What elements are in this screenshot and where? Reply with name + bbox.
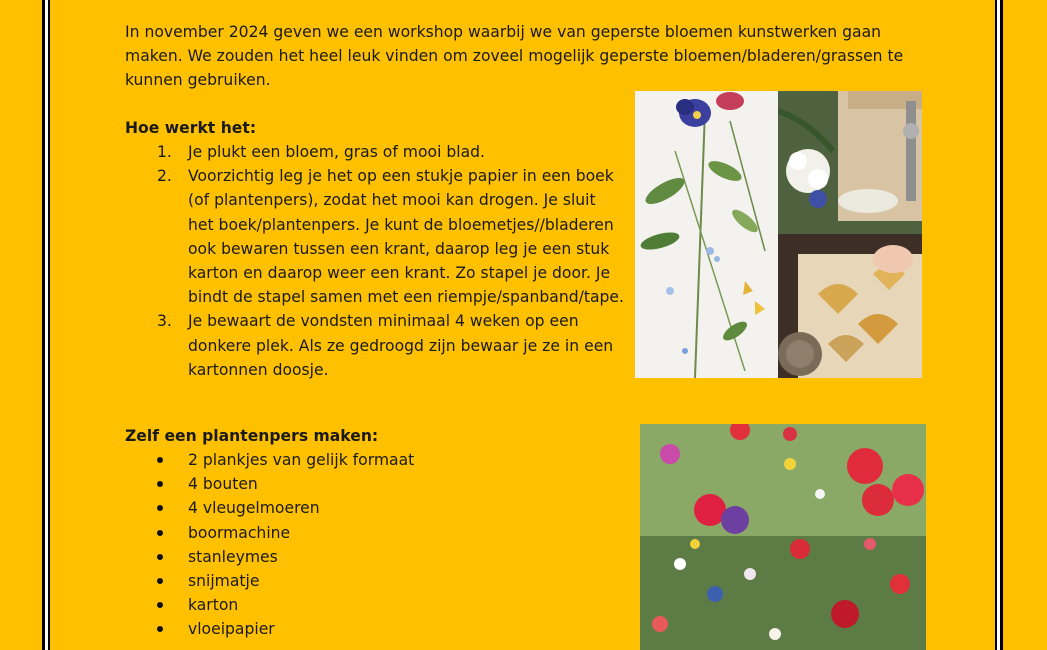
bullet-icon xyxy=(157,530,163,536)
material-text: 4 vleugelmoeren xyxy=(188,499,320,518)
step-number: 3. xyxy=(157,312,172,331)
step-text: Je bewaart de vondsten minimaal 4 weken op een donkere plek. Als ze gedroogd zijn bewaar je ze in een kartonnen doosje. xyxy=(188,312,614,379)
material-text: 2 plankjes van gelijk formaat xyxy=(188,451,415,469)
list-item xyxy=(125,140,625,164)
pressed-flowers-panel xyxy=(635,91,778,378)
press-with-flowers-panel xyxy=(778,91,922,234)
list-item xyxy=(125,521,525,545)
page-border-left-inner xyxy=(48,0,50,650)
step-number: 1. xyxy=(157,143,172,161)
make-press-heading: Zelf een plantenpers maken: xyxy=(125,427,379,445)
wildflower-meadow-illustration xyxy=(640,424,926,650)
list-item xyxy=(125,545,525,569)
list-item xyxy=(125,569,525,593)
list-item xyxy=(125,309,625,382)
materials-list xyxy=(125,448,525,642)
pressing-leaves-panel xyxy=(778,234,922,378)
bullet-icon xyxy=(157,457,163,463)
list-item xyxy=(125,164,625,309)
material-text: stanleymes xyxy=(188,547,278,566)
step-text: Je plukt een bloem, gras of mooi blad. xyxy=(188,143,485,161)
material-text: snijmatje xyxy=(188,572,260,591)
wildflower-meadow-photo xyxy=(640,424,926,650)
how-it-works-heading: Hoe werkt het: xyxy=(125,119,257,137)
intro-paragraph: In november 2024 geven we een workshop waarbij we van geperste bloemen kunstwerken gaan maken. We zouden het heel leuk vinden om zoveel mogelijk geperste bloemen/bladeren/grassen te kunnen gebruiken. xyxy=(125,23,904,90)
step-text: Voorzichtig leg je het op een stukje papier in een boek (of plantenpers), zodat het mooi kan drogen. Je sluit het boek/plantenpers. Je kunt de bloemetjes//bladeren ook bewaren tussen een krant, daarop leg je een stuk karton en daarop weer een krant. Zo stapel je door. Je bindt de stapel samen met een riempje/spanband/tape. xyxy=(188,167,624,307)
list-item xyxy=(125,593,525,617)
bullet-icon xyxy=(157,602,163,608)
pressed-flowers-illustration xyxy=(635,91,778,378)
list-item xyxy=(125,472,525,496)
list-item xyxy=(125,496,525,520)
bullet-icon xyxy=(157,626,163,632)
bullet-icon xyxy=(157,505,163,511)
list-item xyxy=(125,617,525,641)
material-text: boormachine xyxy=(188,523,291,542)
material-text: vloeipapier xyxy=(188,620,275,639)
pressed-flowers-photo xyxy=(635,91,922,378)
step-number: 2. xyxy=(157,167,172,186)
ginkgo-leaves-illustration xyxy=(778,234,922,378)
material-text: 4 bouten xyxy=(188,475,258,494)
bullet-icon xyxy=(157,578,163,584)
bullet-icon xyxy=(157,481,163,487)
bullet-icon xyxy=(157,554,163,560)
page-border-right-outer xyxy=(1000,0,1003,650)
material-text: karton xyxy=(188,596,239,615)
flower-press-illustration xyxy=(778,91,922,234)
list-item xyxy=(125,448,525,472)
steps-list xyxy=(125,140,625,382)
